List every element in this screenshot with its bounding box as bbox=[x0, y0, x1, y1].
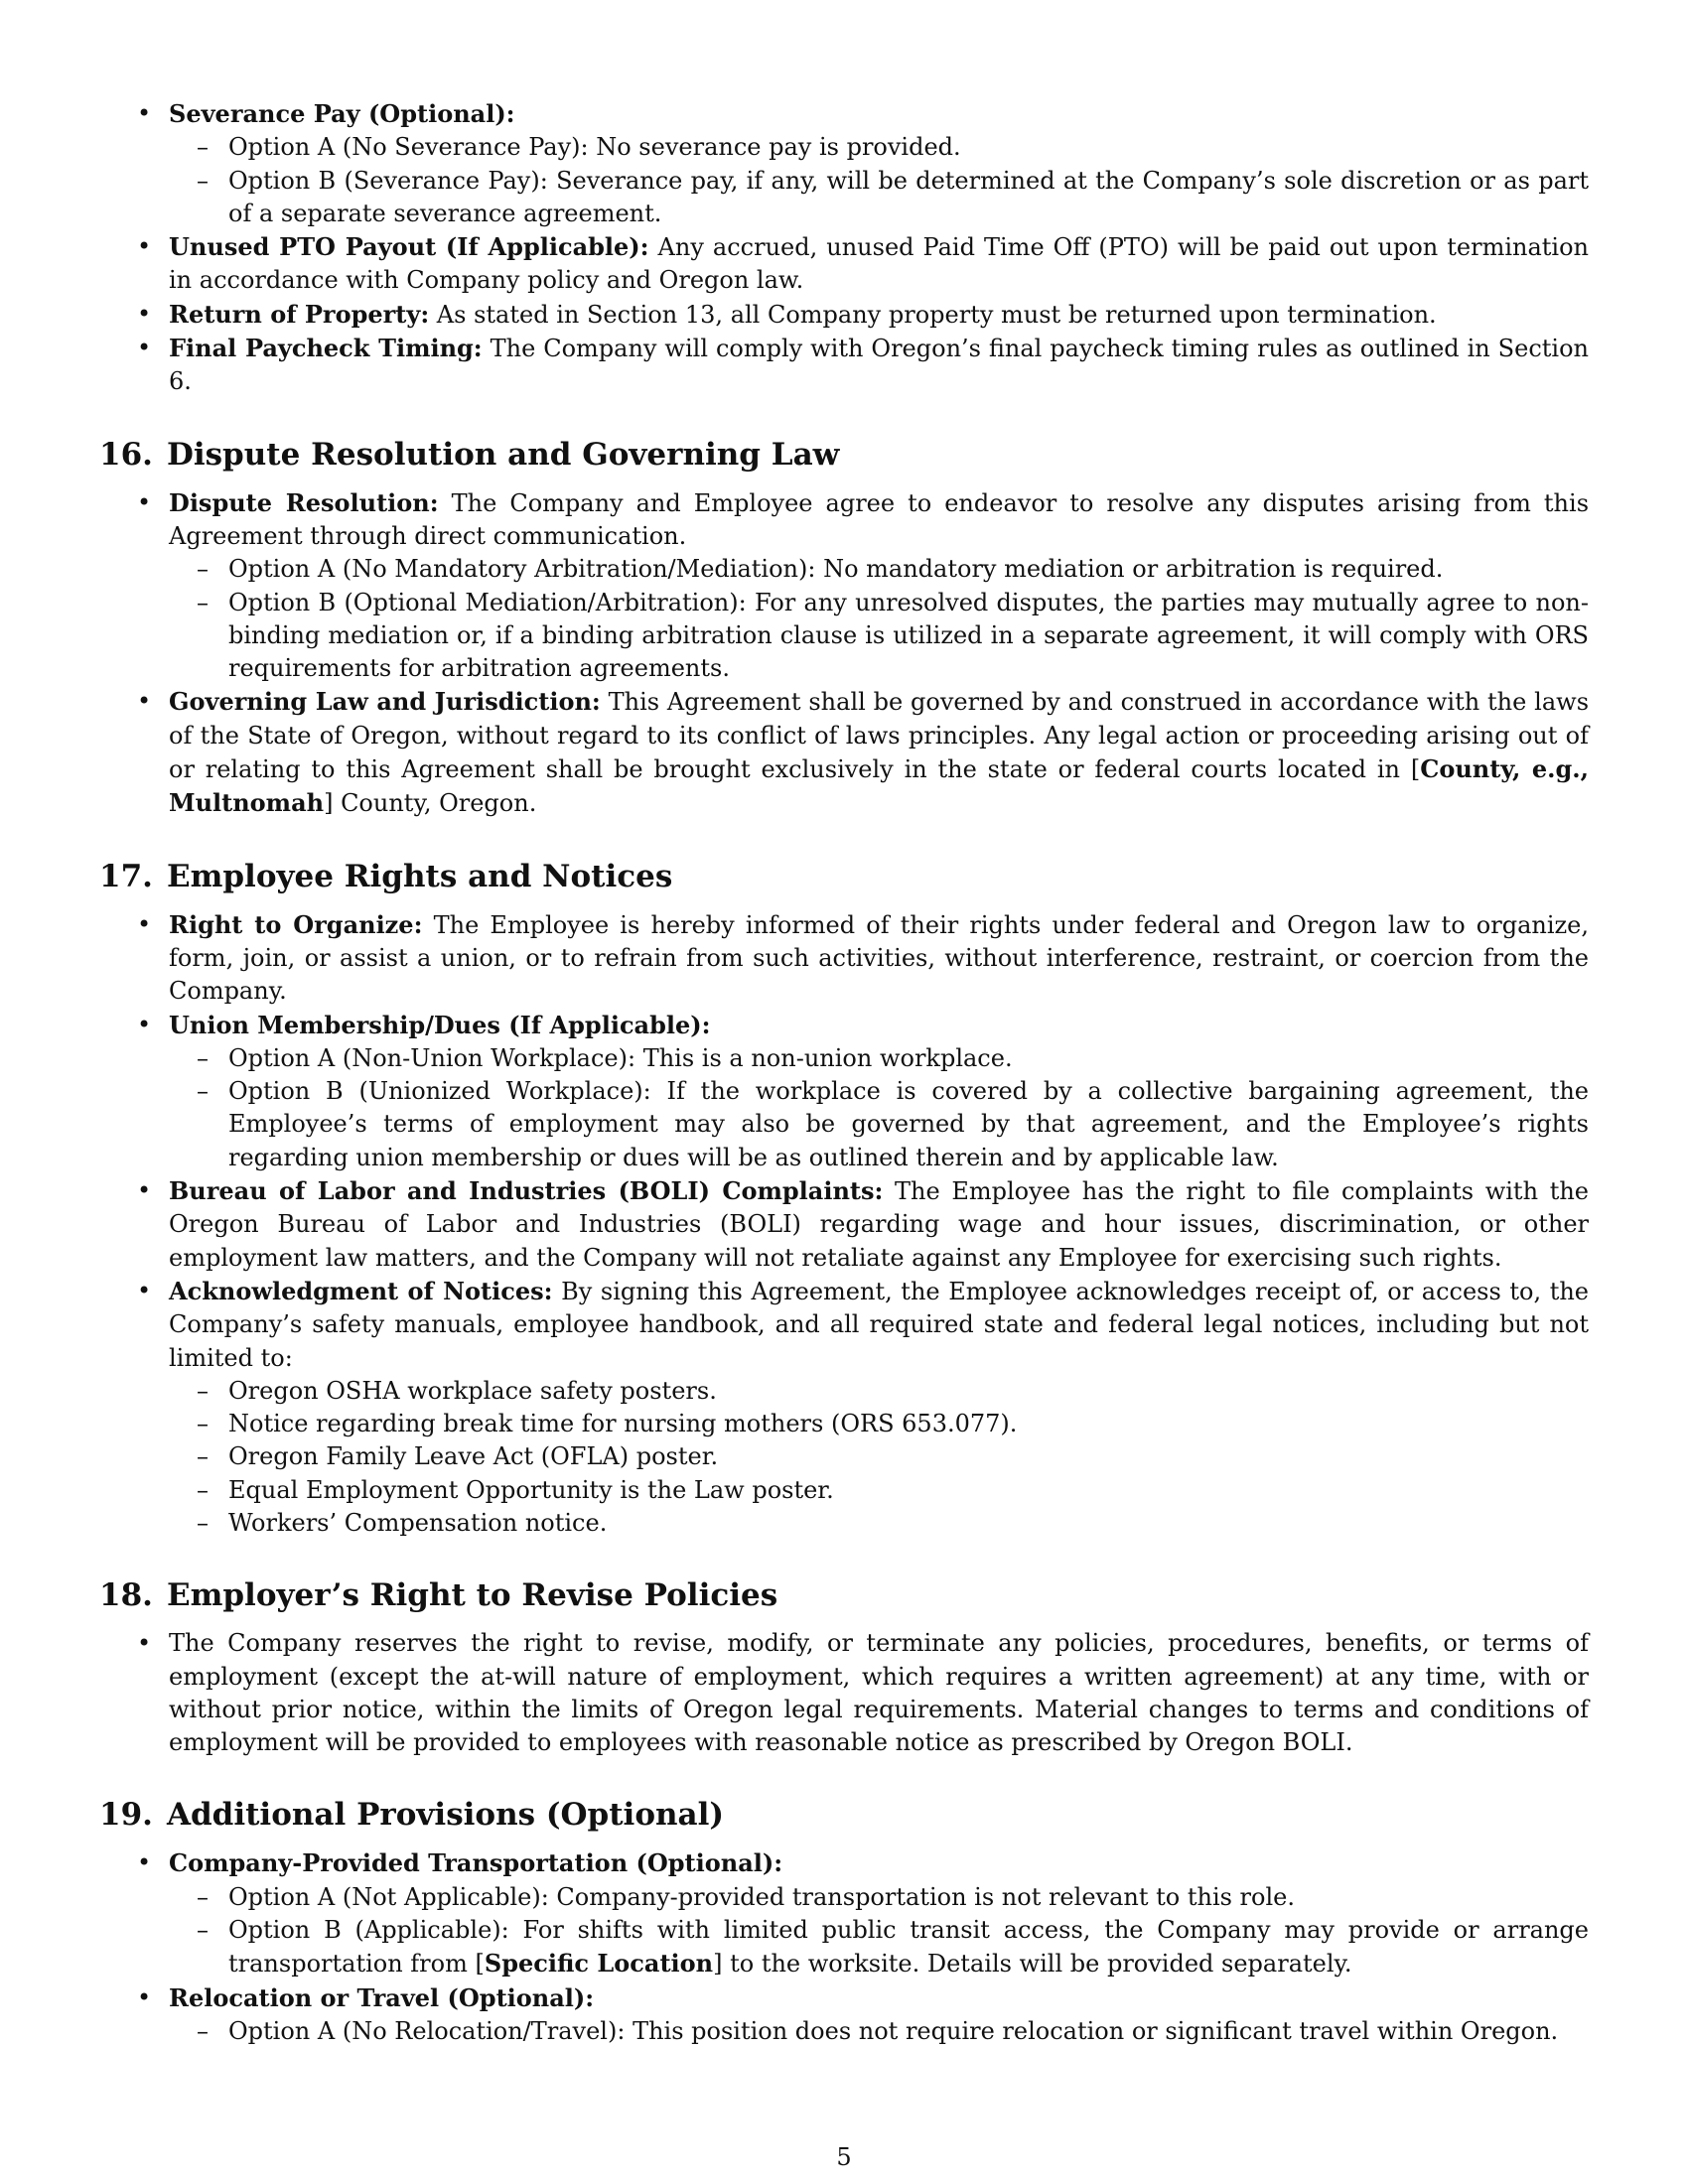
section-number: 18. bbox=[99, 1577, 153, 1614]
sub-list bbox=[169, 1375, 1589, 1540]
section-title: Additional Provisions (Optional) bbox=[166, 1797, 725, 1834]
item-lead: Union Membership/Dues (If Applicable): bbox=[169, 1010, 711, 1039]
sub-list-item: – Option B (Optional Mediation/Arbitration): For any unresolved disputes, the parties may mutually agree to non-binding mediation or, if a binding arbitration clause is utilized in a separate agreement, it will comply with ORS requirements for arbitration agreements. bbox=[169, 587, 1589, 686]
list-item bbox=[99, 685, 1589, 820]
sub-list-item: – Option B (Severance Pay): Severance pay, if any, will be determined at the Company’s sole discretion or as part of a separate severance agreement. bbox=[169, 165, 1589, 231]
sub-list bbox=[169, 1042, 1589, 1174]
placeholder-location: Specific Location bbox=[484, 1949, 714, 1979]
list-item bbox=[99, 298, 1589, 332]
item-lead: Return of Property: bbox=[169, 299, 430, 329]
item-text: By signing this Agreement, the Employee acknowledges receipt of, or access to, the Company’s safety manuals, employee handbook, and all required state and federal legal notices, including but not limited to: bbox=[169, 1277, 1589, 1372]
section-number: 17. bbox=[99, 858, 153, 894]
sub-list-item: – Option B (Unionized Workplace): If the workplace is covered by a collective bargaining agreement, the Employee’s terms of employment may also be governed by that agreement, and the Employee’s rights regarding union membership or dues will be as outlined therein and by applicable law. bbox=[169, 1075, 1589, 1174]
item-lead: Severance Pay (Optional): bbox=[169, 99, 515, 128]
section-number: 19. bbox=[99, 1797, 153, 1834]
section-title: Employer’s Right to Revise Policies bbox=[166, 1577, 778, 1614]
section-title: Dispute Resolution and Governing Law bbox=[166, 436, 840, 473]
sub-list bbox=[169, 131, 1589, 230]
sub-item-text: Option B (Applicable): For shifts with limited public transit access, the Company may provide or arrange transportation from [ bbox=[228, 1916, 1589, 1979]
list-item bbox=[99, 1009, 1589, 1174]
item-lead: Governing Law and Jurisdiction: bbox=[169, 687, 601, 717]
item-text: The Employee has the right to file complaints with the Oregon Bureau of Labor and Industries (BOLI) regarding wage and hour issues, discrimination, or other employment law matters, and the Company will not retaliate against any Employee for exercising such rights. bbox=[169, 1177, 1589, 1272]
sub-list-item: – Option A (Not Applicable): Company-provided transportation is not relevant to this role. bbox=[169, 1881, 1589, 1914]
section-title: Employee Rights and Notices bbox=[166, 858, 673, 894]
sub-list-item: – Oregon Family Leave Act (OFLA) poster. bbox=[169, 1440, 1589, 1473]
termination-continued-list bbox=[99, 97, 1589, 399]
sub-list-item: – Option A (No Mandatory Arbitration/Mediation): No mandatory mediation or arbitration is required. bbox=[169, 553, 1589, 586]
section-heading-17 bbox=[99, 857, 1589, 896]
item-text: As stated in Section 13, all Company property must be returned upon termination. bbox=[429, 300, 1437, 329]
sub-list bbox=[169, 553, 1589, 685]
list-item bbox=[99, 908, 1589, 1009]
list-item bbox=[99, 1981, 1589, 2049]
item-lead: Company-Provided Transportation (Optional): bbox=[169, 1848, 783, 1878]
list-item bbox=[99, 230, 1589, 298]
item-text: The Employee is hereby informed of their rights under federal and Oregon law to organize, form, join, or assist a union, or to refrain from such activities, without interference, restraint, or coercion from the Company. bbox=[169, 910, 1590, 1006]
item-text: This Agreement shall be governed by and construed in accordance with the laws of the State of Oregon, without regard to its conflict of laws principles. Any legal action or proceeding arising out of or relating to this Agreement shall be brought exclusively in the state or federal courts located in [ bbox=[169, 688, 1590, 784]
page-number: 5 bbox=[836, 2143, 852, 2171]
item-lead: Right to Organize: bbox=[169, 909, 423, 939]
sub-list-item bbox=[169, 1914, 1589, 1981]
document-page bbox=[99, 97, 1589, 2048]
list-item: • The Company reserves the right to revise, modify, or terminate any policies, procedures, benefits, or terms of employment (except the at-will nature of employment, which requires a written agreement) at any time, with or without prior notice, within the limits of Oregon legal requirements. Material changes to terms and conditions of employment will be provided to employees with reasonable notice as prescribed by Oregon BOLI. bbox=[99, 1627, 1589, 1759]
section-19-list bbox=[99, 1846, 1589, 2048]
sub-item-text: ] to the worksite. Details will be provided separately. bbox=[713, 1950, 1352, 1979]
sub-list-item: – Option A (No Severance Pay): No severance pay is provided. bbox=[169, 131, 1589, 164]
item-text: ] County, Oregon. bbox=[324, 789, 537, 818]
item-lead: Unused PTO Payout (If Applicable): bbox=[169, 232, 649, 262]
item-text: Any accrued, unused Paid Time Off (PTO) will be paid out upon termination in accordance with Company policy and Oregon law. bbox=[169, 233, 1590, 295]
placeholder-county: County, e.g., Multnomah bbox=[169, 754, 1589, 818]
list-item bbox=[99, 332, 1589, 399]
section-18-list bbox=[99, 1627, 1589, 1759]
section-17-list bbox=[99, 908, 1589, 1541]
section-heading-16 bbox=[99, 435, 1589, 475]
list-item bbox=[99, 1846, 1589, 1980]
sub-list-item: – Workers’ Compensation notice. bbox=[169, 1507, 1589, 1540]
sub-list-item: – Option A (Non-Union Workplace): This is a non-union workplace. bbox=[169, 1042, 1589, 1075]
section-heading-18 bbox=[99, 1575, 1589, 1615]
sub-list-item: – Option A (No Relocation/Travel): This position does not require relocation or significant travel within Oregon. bbox=[169, 2015, 1589, 2048]
item-lead: Acknowledgment of Notices: bbox=[169, 1276, 553, 1305]
list-item bbox=[99, 486, 1589, 686]
item-lead: Relocation or Travel (Optional): bbox=[169, 1982, 595, 2012]
section-16-list bbox=[99, 486, 1589, 821]
sub-list-item: – Notice regarding break time for nursing mothers (ORS 653.077). bbox=[169, 1408, 1589, 1440]
sub-list-item: – Oregon OSHA workplace safety posters. bbox=[169, 1375, 1589, 1408]
item-lead: Dispute Resolution: bbox=[169, 487, 439, 517]
item-lead: Final Paycheck Timing: bbox=[169, 334, 483, 363]
section-heading-19 bbox=[99, 1795, 1589, 1835]
list-item bbox=[99, 97, 1589, 230]
item-text: The Company will comply with Oregon’s final paycheck timing rules as outlined in Section 6. bbox=[169, 335, 1589, 396]
sub-list bbox=[169, 1881, 1589, 1981]
list-item bbox=[99, 1174, 1589, 1275]
item-lead: Bureau of Labor and Industries (BOLI) Complaints: bbox=[169, 1176, 884, 1206]
item-text: The Company and Employee agree to endeavor to resolve any disputes arising from this Agreement through direct communication. bbox=[169, 488, 1590, 550]
sub-list bbox=[169, 2015, 1589, 2048]
sub-list-item: – Equal Employment Opportunity is the Law poster. bbox=[169, 1474, 1589, 1507]
section-number: 16. bbox=[99, 436, 153, 473]
list-item bbox=[99, 1275, 1589, 1540]
